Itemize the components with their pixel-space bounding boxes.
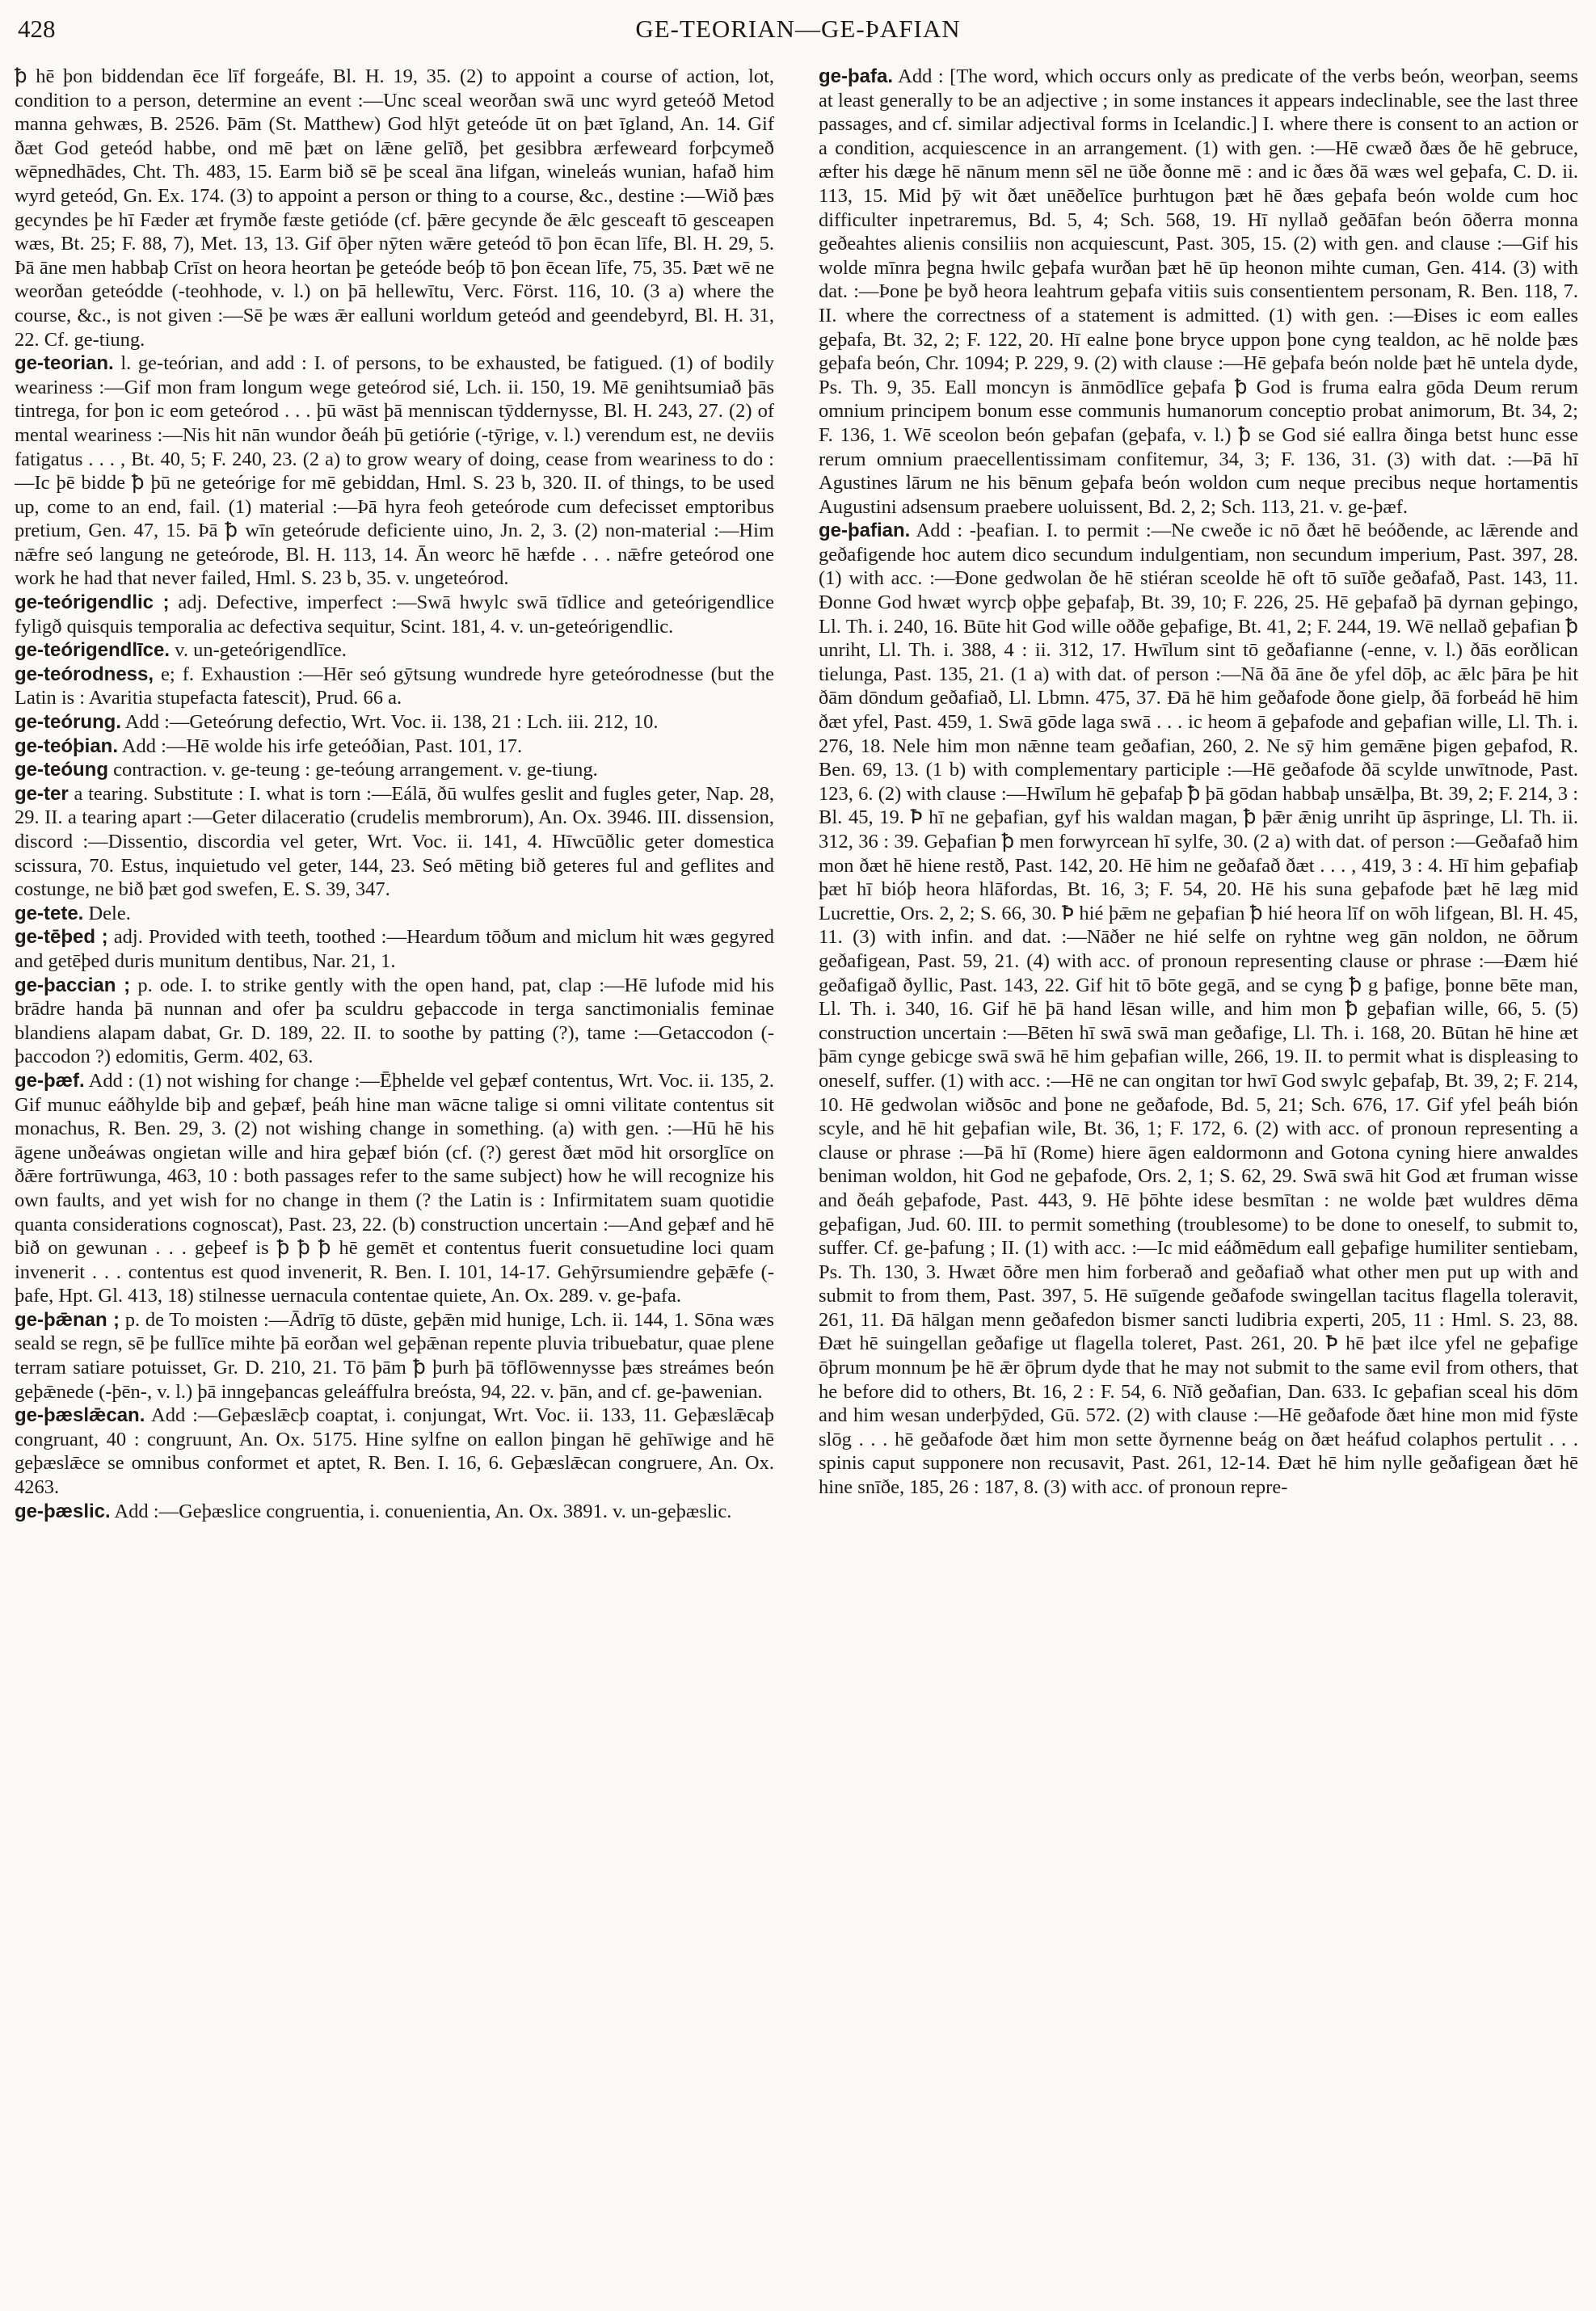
dictionary-entry — [15, 735, 774, 759]
dictionary-entry — [15, 351, 774, 591]
entry-text: p. ode. I. to strike gently with the open hand, pat, clap :—Hē lufode mid his brādre handa þā nunnan and ofer þa sculdru geþaccode in terga sanctimonialis feminae blandiens alapam dabat, Gr. D. 189, 22. II. to soothe by patting (?), tame :—Getaccodon (-þaccodon ?) edomitis, Germ. 402, 63. — [15, 974, 774, 1068]
headword: ge-þaccian ; — [15, 974, 131, 996]
dictionary-entry — [819, 65, 1578, 519]
headword: ge-þǣnan ; — [15, 1308, 120, 1331]
dictionary-entry — [15, 925, 774, 973]
headword: ge-teóung — [15, 759, 108, 781]
entry-text: Add : -þeafian. I. to permit :—Ne cweðe ic nō ðæt hē beóðende, ac lǣrende and geðafigende hoc autem dico secundum indulgentiam, non secundum imperium, Past. 397, 28. (1) with acc. :—Ðone gedwolan ðe hē stiéran sceolde hē oft tō suīðe geðafað, Past. 143, 11. Ðonne God hwæt wyrcþ oþþe geþafaþ, Bt. 39, 10; F. 226, 25. Hē geþafað þā dyrnan geþingo, Ll. Th. i. 240, 16. Būte hit God wille oððe geþafige, Bt. 41, 2; F. 244, 19. Wē nellað geþafian ꝥ unriht, Ll. Th. i. 388, 4 : ii. 312, 17. Hwīlum sint tō geðafianne (-enne, v. l.) ðās eorðlican tielunga, Past. 135, 21. (1 a) with dat. of person :—Nā ðā āne ðe yfel dōþ, ac ǣlc þāra þe hit ðām dōndum geðafiað, Ll. Lbmn. 475, 37. Ðā hē him geðafode ðone gielp, ðā forbeád hē him ðæt yfel, Past. 459, 1. Swā gōde laga swā . . . ic heom ā geþafode and geþafian wille, Ll. Th. i. 276, 18. Nele him mon nǣnne team geðafian, 260, 2. Ne sȳ him gemǣne þigen geþafod, R. Ben. 69, 13. (1 b) with complementary participle :—Hē geðafode ðā scylde unwītnode, Past. 123, 6. (2) with clause :—Hwīlum hē geþafaþ ꝥ þā gōdan habbaþ unsǣlþa, Bt. 39, 2; F. 214, 3 : Bl. 45, 19. Ꝥ hī ne geþafian, gyf his waldan magan, ꝥ þǣr ǣnig unriht ūp āspringe, Ll. Th. ii. 312, 36 : 39. Geþafian ꝥ men forwyrcean hī sylfe, 30. (2 a) with dat. of person :—Geðafað him mon ðæt hē hiene restð, Past. 142, 20. Hē him ne geðafað ðæt . . . , 419, 3 : 4. Hī him geþafiaþ þæt hī bióþ heora hlāfordas, Bt. 16, 3; F. 54, 20. Hē his suna geþafode þæt hē læg mid Lucrettie, Ors. 2, 2; S. 66, 30. Ꝥ hié þǣm ne geþafian ꝥ hié heora līf on wōh lifgean, Bl. H. 45, 11. (3) with infin. and dat. :—Nāðer ne hié selfe on ryhtne weg gān noldon, ne ōðrum geðafigean, Past. 59, 21. (4) with acc. of pronoun representing clause or phrase :—Ðæm hié geðafigað ðyllic, Past. 143, 22. Gif hit tō bōte gegā, and se cyng ꝥ g þafige, þonne bēte man, Ll. Th. i. 340, 16. Gif hē þā hand lēsan wille, and him mon ꝥ geþafian wille, 66, 5. (5) construction uncertain :—Bēten hī swā swā man geðafige, Ll. Th. i. 168, 20. Būtan hē hine æt þām cynge gebicge swā swā hē him geþafian wille, 266, 19. II. to permit what is displeasing to oneself, suffer. (1) with acc. :—Hē ne can ongitan tor hwī God swylc geþafaþ, Bt. 39, 2; F. 214, 10. Hē gedwolan wiðsōc and þone ne geðafode, Bd. 5, 21; Sch. 676, 17. Gif yfel þeáh bión scyle, and hē hit geþafian wile, Bt. 36, 1; F. 172, 6. (2) with acc. of pronoun representing a clause or phrase :—Þā hī (Rome) hiere āgen ealdormonn and Gotona cyning hiere anwaldes beniman woldon, hit God ne geþafode, Ors. 2, 1; S. 62, 29. Swā swā hit God æt fruman wisse and ðeáh geþafode, Past. 443, 9. Hē þōhte idese besmītan : ne wolde þæt wuldres dēma geþafigan, Jud. 60. III. to permit something (troublesome) to be done to oneself, to submit to, suffer. Cf. ge-þafung ; II. (1) with acc. :—Ic mid eáðmēdum eall geþafige humiliter sentiebam, Ps. Th. 130, 3. Hwæt ōðre men him forberað and geðafiað what other men put up with and submit to from them, Past. 397, 5. Hē suīgende geðafode swingellan tacitus flagella toleravit, 261, 11. Ðā hālgan menn geðafedon bismer sancti ludibria experti, 205, 11 : Hml. S. 23, 88. Ðæt hē suingellan geðafige ut flagella toleret, Past. 261, 20. Ꝥ hē þæt ilce yfel ne geþafige ōþrum monnum þe hē ǣr ōþrum dyde that he may not submit to the same evil from others, that he before did to others, Bt. 16, 2 : F. 54, 6. Nīð geðafian, Dan. 633. Ic geþafian sceal his dōm and him wesan underþȳded, Gū. 572. (2) with clause :—Hē geðafode ðæt hine mon mid fȳste slōg . . . hē geðafode ðæt him mon sette ðyrnenne beág on ðæt heáfud colaphos pertulit . . . spinis caput supponere non recusavit, Past. 261, 12-14. Ðæt hē him nylle geðafigean ðæt hē hine snīðe, 185, 26 : 187, 8. (3) with acc. of pronoun repre- — [819, 520, 1578, 1499]
page-header — [0, 15, 1596, 55]
headword: ge-þæslǣcan. — [15, 1404, 145, 1427]
entry-text: Add : (1) not wishing for change :—Ēþhelde vel geþæf contentus, Wrt. Voc. ii. 135, 2. Gif munuc eáðhylde biþ and geþæf, þeáh hine man wācne talige si omni vilitate contentus sit monachus, R. Ben. 29, 3. (2) not wishing change in something. (a) with gen. :—Hū hē his āgene unðeáwas ongietan wille and hira geþæf bión (cf. (?) gerest ðæt mōd hit orsorglīce on ðǣre fortrūwunga, 463, 10 : both passages refer to the same subject) how he will recognize his own faults, and yet wish for no change in them (? the Latin is : Infirmitatem suam quotidie quanta considerations cognoscat), Past. 23, 22. (b) construction uncertain :—And geþæf and hē bið on gewunan . . . geþeef is ꝥ ꝥ ꝥ hē gemēt et contentus fuerit consuetudine loci quam invenerit . . . contentus est quod invenerit, R. Ben. I. 101, 14-17. Gehȳrsumiendre geþǣfe (-þafe, Hpt. Gl. 413, 18) stilnesse uernacula contentae quiete, An. Ox. 289. v. ge-þafa. — [15, 1069, 774, 1307]
dictionary-entry — [15, 1404, 774, 1499]
entry-text: Add :—Geteórung defectio, Wrt. Voc. ii. 138, 21 : Lch. iii. 212, 10. — [124, 711, 659, 734]
entry-text: p. de To moisten :—Ādrīg tō dūste, geþǣn mid hunige, Lch. ii. 144, 1. Sōna wæs seald se regn, sē þe fullīce mihte þā eorðan wel geþǣnan repente pluvia tribuebatur, quae plene terram satiare potuisset, Gr. D. 210, 21. Tō þām ꝥ þurh þā tōflōwennysse þæs streámes beón geþǣnede (-þēn-, v. l.) þā inngeþancas geleáffulra breósta, 94, 22. v. þān, and cf. ge-þawenian. — [15, 1308, 774, 1403]
headword: ge-teorian. — [15, 352, 114, 375]
dictionary-entry — [15, 710, 774, 735]
headword: ge-teórigendlic ; — [15, 591, 170, 614]
entry-text: adj. Provided with teeth, toothed :—Heardum tōðum and miclum hit wæs gegyred and getēþed duris munitum dentibus, Nar. 21, 1. — [15, 926, 774, 972]
entry-text: adj. Defective, imperfect :—Swā hwylc swā tīdlice and geteórigendlice fyligð quisquis temporalia ac defectiva sequitur, Scint. 181, 4. v. un-geteórigendlic. — [15, 591, 774, 638]
dictionary-entry — [15, 638, 774, 663]
entry-text: l. ge-teórian, and add : I. of persons, to be exhausted, be fatigued. (1) of bodily weariness :—Gif mon fram longum wege geteórod sié, Lch. ii. 150, 19. Mē genihtsumiað þās tintrega, for þon ic eom geteórod . . . þū wāst þā menniscan tȳddernysse, Bl. H. 243, 27. (2) of mental weariness :—Nis hit nān wundor ðeáh þū getiórie (-tȳrige, v. l.) verendum est, ne deviis fatigatus . . . , Bt. 40, 5; F. 240, 23. (2 a) to grow weary of doing, cease from weariness to do :—Ic þē bidde ꝥ þū ne geteórige for mē gebiddan, Hml. S. 23 b, 320. II. of things, to be used up, come to an end, fail. (1) material :—Þā hyra feoh geteórode cum defecisset emptoribus pretium, Gen. 47, 15. Þā ꝥ wīn geteórude deficiente uino, Jn. 2, 3. (2) non-material :—Him nǣfre seó langung ne geteórode, Bl. H. 113, 14. Ān weorc hē hæfde . . . nǣfre geteórod one work he had that never failed, Hml. S. 23 b, 35. v. ungeteórod. — [15, 352, 774, 590]
headword: ge-ter — [15, 782, 69, 805]
entry-text: Dele. — [88, 902, 131, 924]
entry-text: ꝥ hē þon biddendan ēce līf forgeáfe, Bl. H. 19, 35. (2) to appoint a course of action, lot, condition to a person, determine an event :—Unc sceal weorðan swā unc wyrd geteóð Metod manna gehwæs, B. 2526. Þām (St. Matthew) God hlȳt geteóde ūt on þæt īgland, An. 14. Gif ðæt God geteód habbe, ond mē þæt on lǣne gelīð, þet gesibbra ærfeweard forþcymeð wēpnedhādes, Cht. Th. 483, 15. Earm bið sē þe sceal āna lifgan, wineleás wunian, hafað him wyrd geteód, Gn. Ex. 174. (3) to appoint a person or thing to a course, &c., destine :—Wið þæs gecyndes þe hī Fæder æt frymðe fæste getióde (cf. þǣre gecynde ðe ǣlc gesceaft tō gesceapen wæs, Bt. 25; F. 88, 7), Met. 13, 13. Gif ōþer nȳten wǣre geteód tō þon ēcan līfe, Bl. H. 29, 5. Þā āne men habbaþ Crīst on heora heortan þe geteóde beóþ tō þon ēcean līfe, 75, 35. Þæt wē ne weorðan geteódde (-teohhode, v. l.) on þā hellewītu, Verc. Först. 116, 10. (3 a) where the course, &c., is not given :—Sē þe wæs ǣr ealluni worldum geteód and geendebyrd, Bl. H. 31, 22. Cf. ge-tiung. — [15, 65, 774, 351]
headword: ge-tēþed ; — [15, 926, 108, 949]
dictionary-entry — [15, 782, 774, 902]
dictionary-entry — [15, 591, 774, 638]
running-title: GE-TEORIAN—GE-ÞAFIAN — [635, 15, 961, 43]
dictionary-entry — [15, 663, 774, 710]
headword: ge-þæslic. — [15, 1500, 111, 1522]
headword: ge-teóþian. — [15, 735, 119, 757]
entry-text: a tearing. Substitute : I. what is torn :—Eálā, ðū wulfes geslit and fugles geter, Nap. 28, 29. II. a tearing apart :—Geter dilaceratio (crudelis membrorum), An. Ox. 3946. III. dissension, discord :—Dissentio, discordia vel geter, Wrt. Voc. ii. 141, 4. Hīwcūðlic geter domestica scissura, 70. Estus, inquietudo vel geter, 144, 23. Seó mēting bið geteres ful and geflites and costunge, ne bið þæt god swefen, E. S. 39, 347. — [15, 782, 774, 901]
headword: ge-þafa. — [819, 65, 894, 87]
dictionary-entry — [15, 1069, 774, 1308]
dictionary-entry — [15, 1308, 774, 1404]
dictionary-entry — [15, 902, 774, 926]
entry-text: Add : [The word, which occurs only as predicate of the verbs beón, weorþan, seems at least generally to be an adjective ; in some instances it appears indeclinable, see the last three passages, and cf. similar adjectival forms in Icelandic.] I. where there is consent to an action or a condition, acquiescence in an arrangement. (1) with gen. :—Hē cwæð ðæs ðe hē gebruce, æfter his dæge hē nānum menn sēl ne ūðe ðonne mē : and ic ðæs ðā wæs wel geþafa, C. D. ii. 113, 15. Mid þȳ wit ðæt unēðelīce þurhtugon þæt hē ðæs geþafa beón wolde cum hoc difficulter inpetraremus, Bd. 5, 4; Sch. 568, 19. Hī nyllað geðāfan beón ōðerra monna geðeahtes alienis consiliis non acquiescunt, Past. 305, 15. (2) with gen. and clause :—Gif his wolde mīnra þegna hwilc geþafa wurðan þæt hē ūp heonon mihte cuman, Gen. 414. (3) with dat. :—Þone þe byð heora leahtrum geþafa vitiis suis consentientem personam, R. Ben. 118, 7. II. where the correctness of a statement is admitted. (1) with gen. :—Ðises ic eom ealles geþafa, Bt. 32, 2; F. 122, 20. Hī ealne þone bryce uppon þone cyng tealdon, ac hē nolde þæs geþafa beón, Chr. 1094; P. 229, 9. (2) with clause :—Hē geþafa beón nolde þæt hē untela dyde, Ps. Th. 9, 35. Eall moncyn is ānmōdlīce geþafa ꝥ God is fruma ealra gōda Deum rerum omnium principem bonum esse communis humanorum conceptio probat animorum, Bt. 34, 2; F. 136, 1. Wē sceolon beón geþafan (geþafa, v. l.) ꝥ se God sié eallra ðinga betst hunc esse rerum omnium praecellentissimam confitemur, 34, 3; F. 136, 31. (3) with dat. :—Þā hī Agustines lārum ne his bēnum geþafa beón woldon cum neque precibus neque hortamentis Augustini adsensum praebere uoluissent, Bd. 2, 2; Sch. 113, 21. v. ge-þæf. — [819, 65, 1578, 518]
entry-text: v. un-geteórigendlīce. — [175, 639, 347, 662]
headword: ge-tete. — [15, 902, 84, 924]
headword: ge-þæf. — [15, 1069, 85, 1092]
entry-text: Add :—Geþæslǣcþ coaptat, i. conjungat, Wrt. Voc. ii. 133, 11. Geþæslǣcaþ congruant, 40 : congruunt, An. Ox. 5175. Hine sylfne on eallon þingan hē gehīwige and hē geþæslǣce se omnibus conformet et aptet, R. Ben. I. 16, 6. Geþæslǣcan congruere, An. Ox. 4263. — [15, 1404, 774, 1499]
entry-text: Add :—Hē wolde his irfe geteóðian, Past. 101, 17. — [121, 735, 523, 757]
left-column — [15, 65, 774, 2295]
dictionary-entry — [15, 974, 774, 1069]
entry-text: Add :—Geþæslice congruentia, i. conuenientia, An. Ox. 3891. v. un-geþæslic. — [114, 1500, 732, 1522]
headword: ge-teórung. — [15, 711, 121, 734]
headword: ge-teórodness, — [15, 663, 154, 685]
dictionary-entry — [15, 1500, 774, 1524]
dictionary-entry — [15, 65, 774, 351]
right-column — [819, 65, 1578, 2295]
dictionary-entry — [819, 519, 1578, 1499]
headword: ge-þafian. — [819, 520, 911, 542]
headword: ge-teórigendlīce. — [15, 639, 171, 662]
entry-text: contraction. v. ge-teung : ge-teóung arrangement. v. ge-tiung. — [113, 759, 598, 781]
entry-text: e; f. Exhaustion :—Hēr seó gȳtsung wundrede hyre geteórodnesse (but the Latin is : Avaritia stupefacta fatescit), Prud. 66 a. — [15, 663, 774, 709]
page-number: 428 — [18, 15, 56, 43]
dictionary-entry — [15, 758, 774, 782]
